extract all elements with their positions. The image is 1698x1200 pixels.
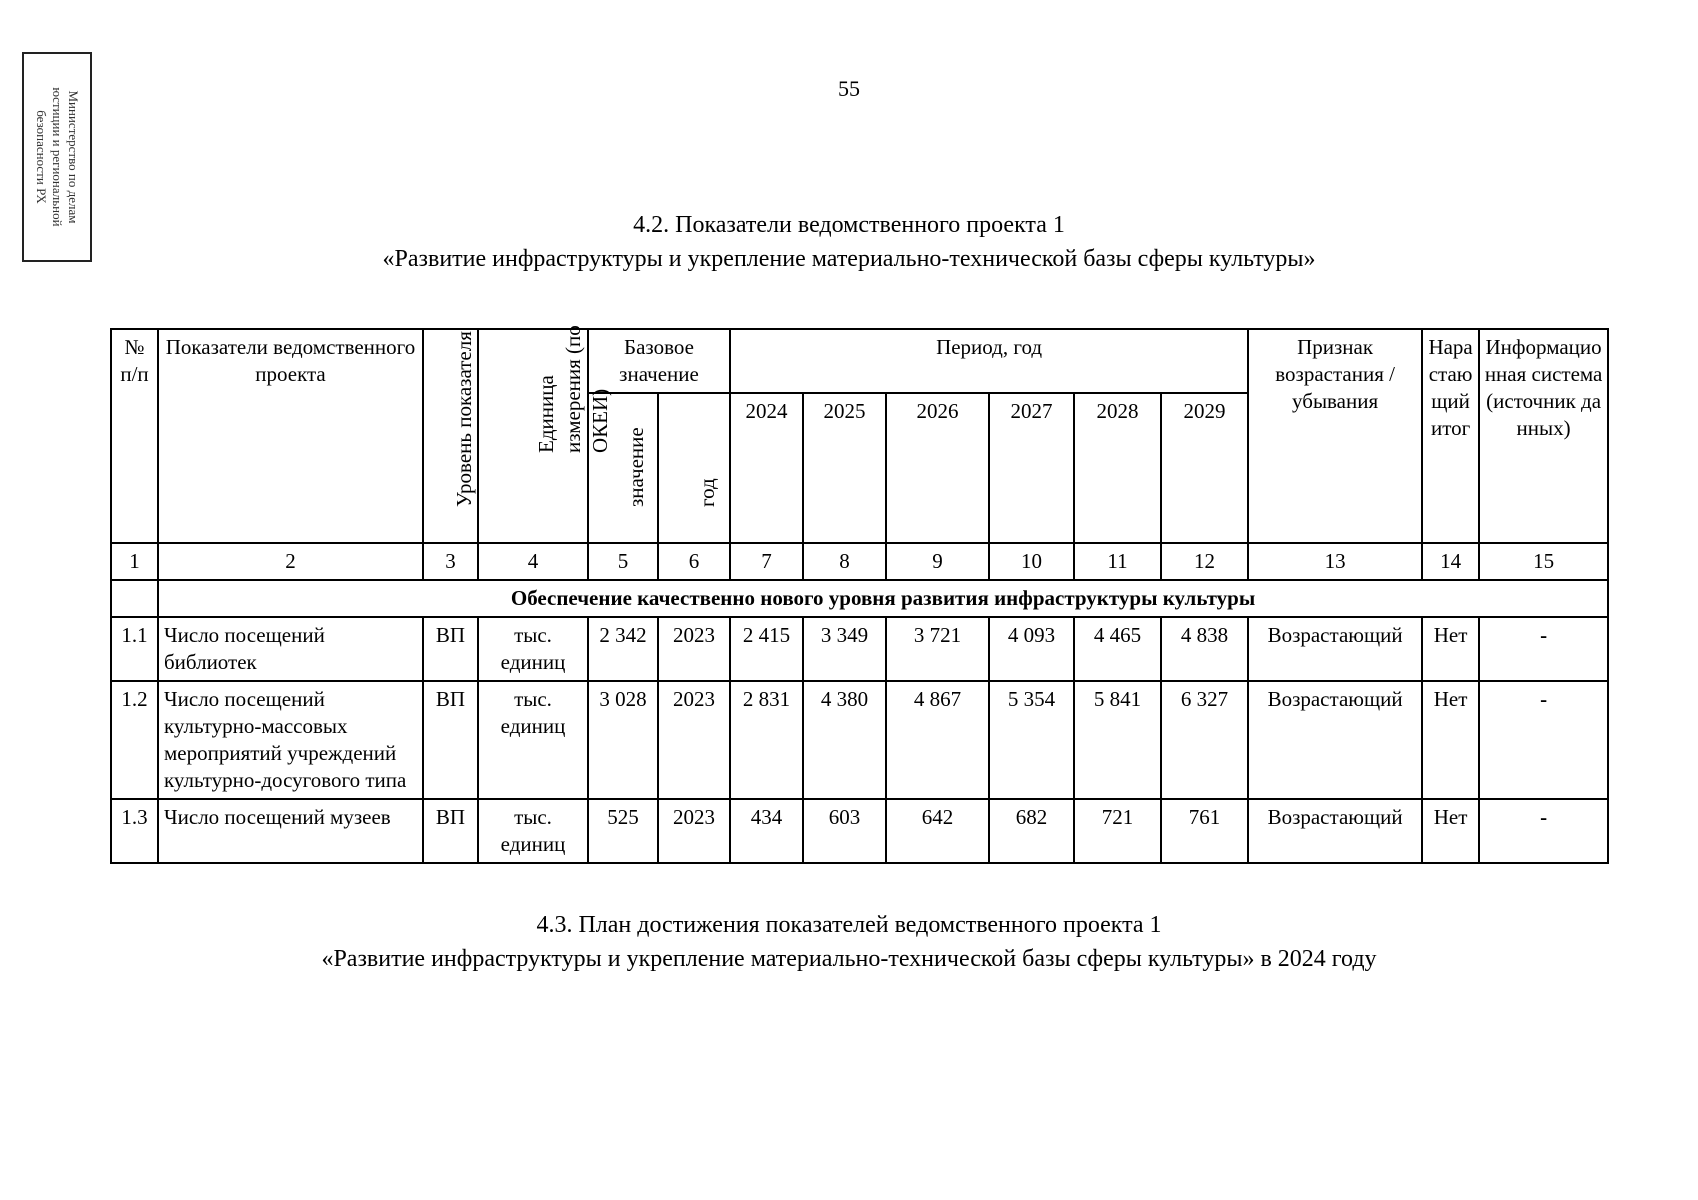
row-base-year: 2023 — [658, 617, 730, 681]
row-info: - — [1479, 681, 1608, 799]
row-num: 1.1 — [111, 617, 158, 681]
row-unit: тыс. единиц — [478, 617, 588, 681]
header-unit — [478, 325, 612, 543]
header-year: 2029 — [1161, 393, 1248, 543]
row-level: ВП — [423, 681, 478, 799]
header-trend: Признак возрастания /убывания — [1248, 329, 1422, 543]
row-info: - — [1479, 799, 1608, 863]
row-name: Число посещений библиотек — [158, 617, 423, 681]
row-value-2024: 434 — [730, 799, 803, 863]
header-year: 2024 — [730, 393, 803, 543]
header-year: 2027 — [989, 393, 1074, 543]
table-row — [111, 681, 1608, 799]
row-trend: Возрастающий — [1248, 799, 1422, 863]
column-number: 10 — [989, 543, 1074, 580]
row-unit: тыс. единиц — [478, 799, 588, 863]
row-value-2029: 6 327 — [1161, 681, 1248, 799]
section-row — [111, 580, 1608, 617]
row-value-2028: 5 841 — [1074, 681, 1161, 799]
column-number: 9 — [886, 543, 989, 580]
column-number-row — [111, 543, 1608, 580]
row-base-value: 2 342 — [588, 617, 658, 681]
row-cumulative: Нет — [1422, 681, 1479, 799]
row-value-2026: 4 867 — [886, 681, 989, 799]
row-cumulative: Нет — [1422, 799, 1479, 863]
header-year: 2026 — [886, 393, 989, 543]
column-number: 13 — [1248, 543, 1422, 580]
column-number: 12 — [1161, 543, 1248, 580]
header-level — [423, 329, 478, 543]
table-row — [111, 799, 1608, 863]
row-value-2028: 721 — [1074, 799, 1161, 863]
heading-line: «Развитие инфраструктуры и укрепление материально-технической базы сферы культуры» — [382, 246, 1316, 272]
header-base-value — [588, 393, 658, 543]
row-name: Число посещений музеев — [158, 799, 423, 863]
row-unit: тыс. единиц — [478, 681, 588, 799]
row-value-2029: 761 — [1161, 799, 1248, 863]
row-cumulative: Нет — [1422, 617, 1479, 681]
header-period: Период, год — [730, 329, 1248, 393]
row-value-2027: 682 — [989, 799, 1074, 863]
header-cumulative: Нарастающий итог — [1422, 329, 1479, 543]
heading-line: 4.3. План достижения показателей ведомственного проекта 1 — [536, 912, 1162, 938]
column-number: 6 — [658, 543, 730, 580]
column-number: 1 — [111, 543, 158, 580]
row-value-2024: 2 415 — [730, 617, 803, 681]
row-value-2029: 4 838 — [1161, 617, 1248, 681]
row-num: 1.3 — [111, 799, 158, 863]
row-base-year: 2023 — [658, 681, 730, 799]
section-title: Обеспечение качественно нового уровня развития инфраструктуры культуры — [158, 580, 1608, 617]
row-trend: Возрастающий — [1248, 617, 1422, 681]
stamp-line: Министерство по делам — [66, 90, 81, 224]
column-number: 14 — [1422, 543, 1479, 580]
header-year: 2028 — [1074, 393, 1161, 543]
column-number: 7 — [730, 543, 803, 580]
header-year: 2025 — [803, 393, 886, 543]
stamp-line: безопасности РХ — [34, 110, 49, 204]
row-value-2025: 3 349 — [803, 617, 886, 681]
row-value-2026: 3 721 — [886, 617, 989, 681]
row-level: ВП — [423, 799, 478, 863]
row-value-2027: 5 354 — [989, 681, 1074, 799]
section-heading-4-3 — [0, 908, 1698, 976]
heading-line: «Развитие инфраструктуры и укрепление материально-технической базы сферы культуры» в 2024 году — [321, 946, 1377, 972]
header-indicator: Показатели ведомственного проекта — [158, 329, 423, 543]
row-value-2024: 2 831 — [730, 681, 803, 799]
row-value-2025: 603 — [803, 799, 886, 863]
header-unit-text: Единица измерения (по ОКЕИ) — [534, 325, 612, 453]
header-info: Информационная система (источник данных) — [1479, 329, 1608, 543]
row-trend: Возрастающий — [1248, 681, 1422, 799]
header-base-year — [658, 393, 730, 543]
header-base: Базовое значение — [588, 329, 730, 393]
table-row — [111, 617, 1608, 681]
row-value-2027: 4 093 — [989, 617, 1074, 681]
stamp-line: юстиции и региональной — [50, 87, 65, 227]
row-info: - — [1479, 617, 1608, 681]
row-num: 1.2 — [111, 681, 158, 799]
row-base-year: 2023 — [658, 799, 730, 863]
heading-line: 4.2. Показатели ведомственного проекта 1 — [633, 212, 1065, 238]
row-value-2028: 4 465 — [1074, 617, 1161, 681]
row-value-2025: 4 380 — [803, 681, 886, 799]
row-name: Число посещений культурно-массовых мероприятий учреждений культурно-досугового типа — [158, 681, 423, 799]
row-value-2026: 642 — [886, 799, 989, 863]
header-base-year-text: год — [695, 478, 719, 507]
header-level-text: Уровень показателя — [451, 331, 476, 507]
column-number: 11 — [1074, 543, 1161, 580]
row-base-value: 525 — [588, 799, 658, 863]
column-number: 15 — [1479, 543, 1608, 580]
row-level: ВП — [423, 617, 478, 681]
section-heading-4-2 — [0, 208, 1698, 276]
column-number: 4 — [478, 543, 588, 580]
page-number: 55 — [838, 76, 860, 101]
header-base-value-text: значение — [624, 427, 648, 507]
header-row-1 — [111, 329, 1608, 393]
column-number: 5 — [588, 543, 658, 580]
column-number: 3 — [423, 543, 478, 580]
column-number: 8 — [803, 543, 886, 580]
row-base-value: 3 028 — [588, 681, 658, 799]
section-empty-cell — [111, 580, 158, 617]
indicators-table — [110, 325, 1609, 864]
column-number: 2 — [158, 543, 423, 580]
header-num: № п/п — [111, 329, 158, 543]
